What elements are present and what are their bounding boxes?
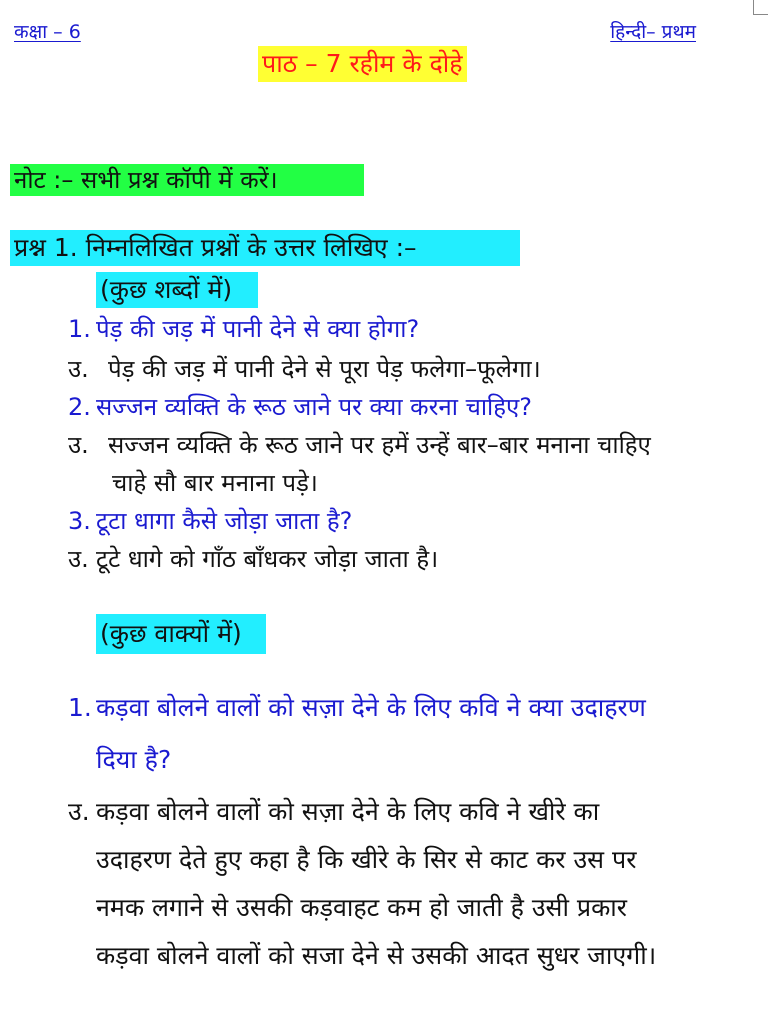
answer-label: उ.	[68, 797, 90, 826]
long-answer-1-line-3: नमक लगाने से उसकी कड़वाहट कम हो जाती है उसी प्रकार	[96, 893, 627, 922]
answer-text: टूटे धागे को गाँठ बाँधकर जोड़ा जाता है।	[96, 545, 439, 573]
answer-text: कड़वा बोलने वालों को सज़ा देने के लिए कवि ने खीरे का	[96, 797, 600, 826]
answer-label: उ.	[68, 545, 89, 573]
question-text: कड़वा बोलने वालों को सज़ा देने के लिए कवि ने क्या उदाहरण	[96, 693, 646, 722]
short-question-3	[68, 504, 352, 537]
answer-text: पेड़ की जड़ में पानी देने से पूरा पेड़ फलेगा–फूलेगा।	[108, 355, 541, 383]
class-label: कक्षा – 6	[14, 21, 81, 43]
short-answer-3	[68, 542, 438, 575]
question-number: 1.	[68, 693, 92, 722]
question-number: 3.	[68, 507, 91, 535]
note-banner: नोट :– सभी प्रश्न कॉपी में करें।	[10, 164, 364, 196]
question-number: 1.	[68, 315, 91, 343]
long-answer-1-line-4: कड़वा बोलने वालों को सजा देने से उसकी आदत सुधर जाएगी।	[96, 941, 657, 970]
short-answer-2	[68, 428, 651, 461]
long-answer-1-line-2: उदाहरण देते हुए कहा है कि खीरे के सिर से काट कर उस पर	[96, 845, 637, 874]
question-heading: प्रश्न 1. निम्नलिखित प्रश्नों के उत्तर लिखिए :–	[10, 230, 520, 266]
question-text: टूटा धागा कैसे जोड़ा जाता है?	[96, 507, 353, 535]
answer-label: उ.	[68, 355, 89, 383]
short-answer-1	[68, 352, 541, 385]
question-text: सज्जन व्यक्ति के रूठ जाने पर क्या करना चाहिए?	[96, 393, 533, 421]
answer-label: उ.	[68, 431, 89, 459]
short-question-1	[68, 312, 419, 345]
long-question-1	[68, 690, 646, 724]
page-corner-mark	[753, 0, 768, 15]
long-question-1-continued: दिया है?	[96, 745, 172, 774]
short-answer-2-continued: चाहे सौ बार मनाना पड़े।	[112, 469, 318, 497]
question-text: पेड़ की जड़ में पानी देने से क्या होगा?	[96, 315, 420, 343]
section-label-long: (कुछ वाक्यों में)	[96, 614, 266, 654]
answer-text: सज्जन व्यक्ति के रूठ जाने पर हमें उन्हें बार–बार मनाना चाहिए	[108, 431, 651, 459]
lesson-title: पाठ – 7 रहीम के दोहे	[258, 46, 467, 82]
question-number: 2.	[68, 393, 91, 421]
subject-label: हिन्दी– प्रथम	[610, 21, 696, 43]
short-question-2	[68, 390, 532, 423]
section-label-short: (कुछ शब्दों में)	[96, 272, 258, 308]
long-answer-1	[68, 794, 599, 828]
